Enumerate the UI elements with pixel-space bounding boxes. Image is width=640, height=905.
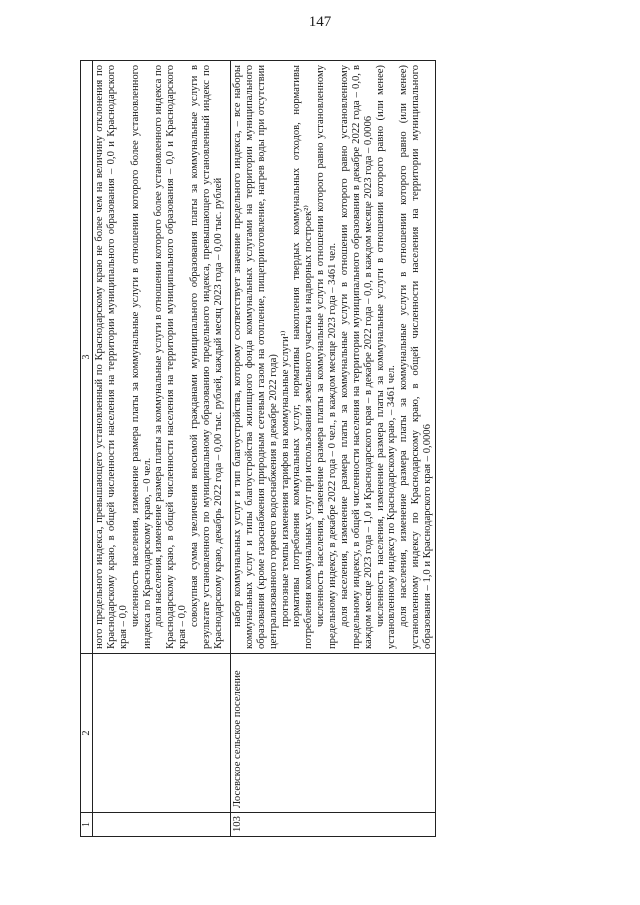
header-col-3: 3 — [81, 61, 93, 654]
municipality-name — [93, 654, 231, 813]
detail-paragraph: совокупная сумма увеличения вносимой гражданами муниципального образования платы за коммунальные услуги в результате установленного по муниципальному образованию предельного индекса, превышающего установленный индекс по Краснодарскому краю, декабрь 2022 года – 0,00 тыс. рублей, каждый месяц 2023 года – 0,00 тыс. рублей — [189, 65, 224, 649]
indices-table — [80, 60, 436, 837]
page-number: 147 — [308, 14, 332, 30]
municipality-name: Лосевское сельское поселение — [231, 654, 436, 813]
detail-paragraph: доля населения, изменение размера платы за коммунальные услуги в отношении которого равно установленному предельному индексу, в общей численности населения на территории муниципального образования в декабре 2022 года – 0,0, в каждом месяце 2023 года – 1,0 и Краснодарского края – в декабре 2022 года – 0,0, в каждом месяце 2023 года – 0,0006 — [338, 65, 374, 649]
detail-paragraph: набор коммунальных услуг и тип благоустройства, которому соответствует значение предельного индекса, – все наборы коммунальных услуг и типы благоустройства жилищного фонда коммунальных услугами на территории муниципального образования (кроме газоснабжения природным сетевым газом на отопление, пищеприготовление, нагрев воды при отсутствии централизованного горячего водоснабжения в декабре 2022 года) — [232, 65, 279, 649]
detail-paragraph: ного предельного индекса, превышающего установленный по Краснодарскому краю не более чем на величину отклонения по Краснодарскому краю, в общей численности населения на территории муниципального образования – 0,0 и Краснодарского края – 0,0 — [94, 65, 129, 649]
detail-paragraph: нормативы потребления коммунальных услуг, нормативы накопления твердых коммунальных отходов, нормативы потребления коммунальных услуг при использовании земельного участка и надворных построек²⁾ — [291, 65, 315, 649]
table-row — [93, 61, 231, 837]
row-number: 103 — [231, 813, 436, 837]
detail-paragraph: численность населения, изменение размера платы за коммунальные услуги в отношении которого равно установленному предельному индексу, в декабре 2022 года – 0 чел., в каждом месяце 2023 года – 3461 чел. — [315, 65, 339, 649]
detail-paragraph: численность населения, изменение размера платы за коммунальные услуги в отношении которого более установленного индекса по Краснодарскому краю, – 0 чел. — [129, 65, 153, 649]
detail-paragraph: доля населения, изменение размера платы за коммунальные услуги в отношении которого более установленного индекса по Краснодарскому краю, в общей численности населения на территории муниципального образования – 0,0 и Краснодарского края – 0,0 — [153, 65, 189, 649]
detail-paragraph: прогнозные темпы изменения тарифов на коммунальные услуги¹⁾ — [279, 330, 291, 627]
row-details — [231, 61, 436, 654]
table-header-row — [81, 61, 93, 837]
header-col-2: 2 — [81, 654, 93, 813]
table-row — [231, 61, 436, 837]
header-col-1: 1 — [81, 813, 93, 837]
detail-paragraph: доля населения, изменение размера платы за коммунальные услуги в отношении которого равно (или менее) установленному индексу по Краснодарскому краю, в общей численности населения на территории муниципального образования – 1,0 и Краснодарского края – 0,0006 — [398, 65, 433, 649]
table-rotation-frame — [80, 60, 608, 837]
row-details — [93, 61, 231, 654]
row-number — [93, 813, 231, 837]
detail-paragraph: численность населения, изменение размера платы за коммунальные услуги в отношении которого равно (или менее) установленному индексу по Краснодарскому краю, – 3461 чел. — [374, 65, 398, 649]
